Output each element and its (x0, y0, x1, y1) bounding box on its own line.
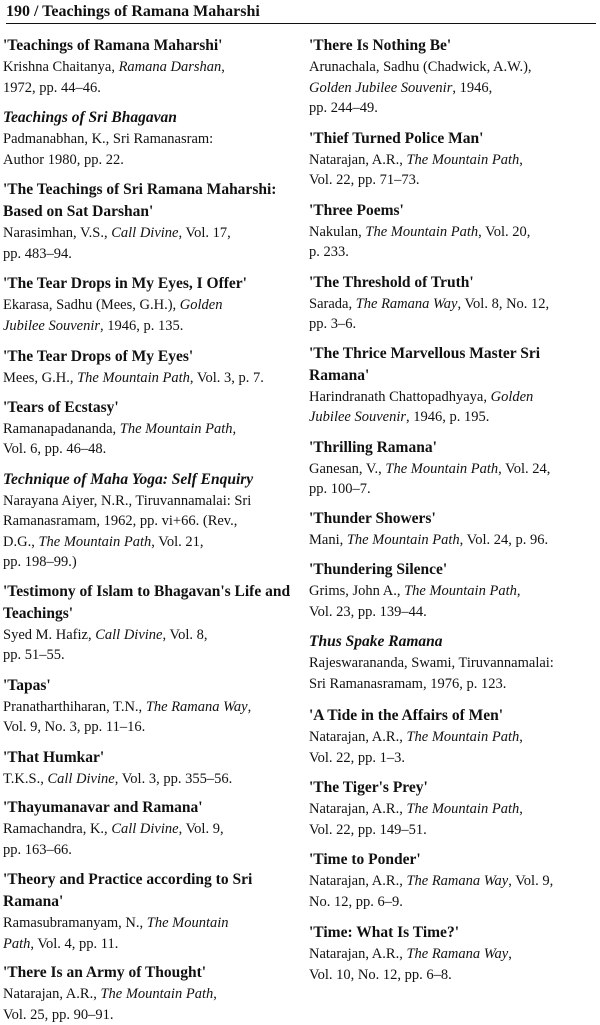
entry-citation (3, 625, 295, 666)
citation-text: , (213, 986, 217, 1002)
entry-title: Teachings of Sri Bhagavan (3, 107, 295, 129)
citation-text: Vol. 9, No. 3, pp. 11–16. (3, 719, 145, 735)
entry-title: 'Tears of Ecstasy' (3, 397, 295, 419)
citation-text: pp. 163–66. (3, 842, 72, 858)
entry-citation (309, 727, 600, 768)
citation-source: Golden (491, 389, 534, 405)
bibliography-entry (309, 559, 600, 622)
entry-title: 'The Tiger's Prey' (309, 777, 600, 799)
citation-source: The Mountain (147, 915, 229, 931)
citation-text: , Vol. 3, pp. 355–56. (115, 771, 233, 787)
citation-text: , 1946, p. 195. (406, 409, 489, 425)
citation-text: D.G., (3, 534, 38, 550)
citation-line (3, 419, 295, 440)
entry-citation (309, 799, 600, 840)
entry-citation (3, 295, 295, 336)
citation-text: Natarajan, A.R., (3, 986, 100, 1002)
bibliography-entry (309, 128, 600, 191)
citation-text: , Vol. 21, (151, 534, 203, 550)
citation-line (309, 530, 600, 551)
citation-text: , (508, 946, 512, 962)
citation-text: , (221, 59, 225, 75)
citation-line (309, 242, 600, 263)
citation-text: Pranatharthiharan, T.N., (3, 699, 146, 715)
bibliography-entry (309, 272, 600, 335)
citation-source: The Mountain Path (404, 583, 517, 599)
entry-title: 'Testimony of Islam to Bhagavan's Life and Teachings' (3, 581, 295, 625)
bibliography-entry (3, 675, 295, 738)
entry-citation (309, 150, 600, 191)
citation-line (3, 840, 295, 861)
citation-text: Ramanasramam, 1962, pp. vi+66. (Rev., (3, 513, 237, 529)
bibliography-entry (309, 922, 600, 985)
entry-title: 'The Tear Drops in My Eyes, I Offer' (3, 273, 295, 295)
entry-citation (309, 871, 600, 912)
bibliography-entry (309, 200, 600, 263)
citation-text: Vol. 23, pp. 139–44. (309, 604, 427, 620)
entry-citation (309, 222, 600, 263)
entry-citation (309, 581, 600, 622)
citation-line (309, 57, 600, 78)
citation-text: , 1946, (452, 80, 492, 96)
citation-line (309, 78, 600, 99)
entry-citation (309, 653, 600, 694)
citation-line (3, 1005, 295, 1025)
citation-source: Call Divine (111, 225, 178, 241)
entry-title: 'Time to Ponder' (309, 849, 600, 871)
citation-source: The Mountain Path (385, 461, 498, 477)
citation-text: , Vol. 9, (508, 873, 553, 889)
entry-citation (309, 294, 600, 335)
citation-text: , 1946, p. 135. (100, 318, 183, 334)
citation-text: Ramachandra, K., (3, 821, 111, 837)
bibliography-entry (309, 849, 600, 912)
entry-citation (309, 459, 600, 500)
bibliography-entry (3, 747, 295, 790)
citation-line (3, 625, 295, 646)
citation-source: The Mountain Path (38, 534, 151, 550)
citation-source: The Mountain Path (365, 224, 478, 240)
citation-line (309, 294, 600, 315)
citation-text: , (517, 583, 521, 599)
citation-text: Sri Ramanasramam, 1976, p. 123. (309, 676, 506, 692)
citation-text: , Vol. 24, p. 96. (460, 532, 549, 548)
citation-source: The Mountain Path (406, 152, 519, 168)
citation-line (309, 581, 600, 602)
citation-line (3, 769, 295, 790)
citation-text: Vol. 10, No. 12, pp. 6–8. (309, 967, 452, 983)
citation-text: Author 1980, pp. 22. (3, 152, 124, 168)
citation-text: Narasimhan, V.S., (3, 225, 111, 241)
bibliography-entry (3, 35, 295, 98)
citation-source: Call Divine (111, 821, 178, 837)
entry-title: 'Teachings of Ramana Maharshi' (3, 35, 295, 57)
citation-line (309, 98, 600, 119)
citation-text: Vol. 22, pp. 149–51. (309, 822, 427, 838)
citation-text: Nakulan, (309, 224, 365, 240)
citation-source: Jubilee Souvenir (3, 318, 100, 334)
citation-text: Natarajan, A.R., (309, 152, 406, 168)
header-rule (6, 23, 596, 24)
citation-text: pp. 483–94. (3, 246, 72, 262)
citation-text: Ramanapadananda, (3, 421, 120, 437)
citation-source: Call Divine (95, 627, 162, 643)
citation-text: Natarajan, A.R., (309, 946, 406, 962)
bibliography-entry (3, 581, 295, 666)
bibliography-entry (3, 397, 295, 460)
citation-text: , (519, 152, 523, 168)
citation-text: Harindranath Chattopadhyaya, (309, 389, 491, 405)
citation-text: pp. 3–6. (309, 316, 356, 332)
citation-text: , Vol. 24, (498, 461, 550, 477)
entry-title: 'The Teachings of Sri Ramana Maharshi: Based on Sat Darshan' (3, 179, 295, 223)
citation-text: Ganesan, V., (309, 461, 385, 477)
citation-source: The Mountain Path (347, 532, 460, 548)
citation-source: The Mountain Path (406, 729, 519, 745)
citation-text: Mani, (309, 532, 347, 548)
citation-text: Ekarasa, Sadhu (Mees, G.H.), (3, 297, 180, 313)
citation-text: Natarajan, A.R., (309, 873, 406, 889)
entry-citation (3, 368, 295, 389)
citation-source: The Ramana Way (406, 946, 508, 962)
entry-title: 'There Is an Army of Thought' (3, 962, 295, 984)
entry-citation (309, 944, 600, 985)
citation-source: The Mountain Path (120, 421, 233, 437)
citation-source: The Ramana Way (406, 873, 508, 889)
entry-title: 'The Tear Drops of My Eyes' (3, 346, 295, 368)
bibliography-entry (309, 631, 600, 694)
citation-text: pp. 51–55. (3, 647, 65, 663)
entry-title: Thus Spake Ramana (309, 631, 600, 653)
citation-text: pp. 100–7. (309, 481, 371, 497)
bibliography-entry (3, 179, 295, 264)
citation-source: Jubilee Souvenir (309, 409, 406, 425)
entry-title: 'Tapas' (3, 675, 295, 697)
citation-text: , Vol. 9, (179, 821, 224, 837)
bibliography-entry (3, 869, 295, 954)
citation-source: The Ramana Way (146, 699, 248, 715)
running-header (6, 2, 594, 24)
entry-citation (309, 57, 600, 119)
citation-text: Padmanabhan, K., Sri Ramanasram: (3, 131, 213, 147)
citation-line (309, 150, 600, 171)
citation-line (3, 934, 295, 955)
citation-text: , Vol. 8, (162, 627, 207, 643)
citation-line (309, 820, 600, 841)
citation-text: 1972, pp. 44–46. (3, 80, 101, 96)
entry-citation (3, 913, 295, 954)
citation-line (3, 697, 295, 718)
citation-source: The Mountain Path (100, 986, 213, 1002)
citation-source: Golden (180, 297, 223, 313)
entry-title: 'The Threshold of Truth' (309, 272, 600, 294)
entry-title: 'Three Poems' (309, 200, 600, 222)
citation-text: Grims, John A., (309, 583, 404, 599)
citation-line (3, 57, 295, 78)
citation-text: , Vol. 20, (478, 224, 530, 240)
entry-title: 'Time: What Is Time?' (309, 922, 600, 944)
citation-line (309, 965, 600, 986)
citation-line (3, 439, 295, 460)
citation-text: Krishna Chaitanya, (3, 59, 119, 75)
entry-title: 'Theory and Practice according to Sri Ramana' (3, 869, 295, 913)
citation-line (309, 479, 600, 500)
citation-line (3, 717, 295, 738)
entry-title: 'There Is Nothing Be' (309, 35, 600, 57)
citation-line (309, 170, 600, 191)
citation-line (309, 727, 600, 748)
citation-line (3, 645, 295, 666)
citation-line (309, 799, 600, 820)
citation-text: Natarajan, A.R., (309, 801, 406, 817)
citation-source: The Mountain Path (77, 370, 190, 386)
page-number: 190 (6, 3, 30, 20)
entry-citation (3, 697, 295, 738)
citation-source: Path (3, 936, 30, 952)
bibliography-entry (309, 705, 600, 768)
citation-text: Rajeswarananda, Swami, Tiruvannamalai: (309, 655, 554, 671)
citation-line (309, 748, 600, 769)
citation-text: Sarada, (309, 296, 356, 312)
entry-title: 'Thunder Showers' (309, 508, 600, 530)
bibliography-entry (309, 35, 600, 119)
citation-line (3, 244, 295, 265)
citation-line (309, 407, 600, 428)
citation-source: Golden Jubilee Souvenir (309, 80, 452, 96)
right-column (309, 35, 600, 985)
citation-text: Vol. 6, pp. 46–48. (3, 441, 106, 457)
citation-text: , Vol. 3, p. 7. (190, 370, 264, 386)
entry-citation (3, 984, 295, 1025)
citation-line (3, 223, 295, 244)
citation-text: Arunachala, Sadhu (Chadwick, A.W.), (309, 59, 532, 75)
citation-line (3, 78, 295, 99)
citation-text: , (248, 699, 252, 715)
citation-line (3, 984, 295, 1005)
citation-text: Vol. 22, pp. 71–73. (309, 172, 420, 188)
citation-line (309, 944, 600, 965)
citation-text: Ramasubramanyam, N., (3, 915, 147, 931)
bibliography-entry (3, 273, 295, 336)
entry-citation (309, 387, 600, 428)
entry-title: Technique of Maha Yoga: Self Enquiry (3, 469, 295, 491)
bibliography-entry (309, 508, 600, 551)
bibliography-entry (309, 437, 600, 500)
citation-line (309, 459, 600, 480)
citation-text: , (519, 801, 523, 817)
bibliography-entry (3, 346, 295, 389)
citation-source: Call Divine (47, 771, 114, 787)
citation-line (309, 674, 600, 695)
citation-line (3, 819, 295, 840)
citation-line (3, 491, 295, 512)
citation-line (309, 387, 600, 408)
entry-citation (3, 419, 295, 460)
citation-text: Vol. 25, pp. 90–91. (3, 1007, 114, 1023)
citation-line (309, 314, 600, 335)
entry-citation (3, 57, 295, 98)
citation-source: The Mountain Path (406, 801, 519, 817)
citation-text: T.K.S., (3, 771, 47, 787)
citation-line (3, 913, 295, 934)
citation-line (3, 150, 295, 171)
citation-text: , (233, 421, 237, 437)
entry-title: 'Thundering Silence' (309, 559, 600, 581)
citation-line (3, 295, 295, 316)
entry-citation (3, 769, 295, 790)
citation-text: Natarajan, A.R., (309, 729, 406, 745)
citation-text: , (519, 729, 523, 745)
left-column (3, 35, 295, 1025)
header-separator: / (34, 3, 38, 20)
book-title: Teachings of Ramana Maharshi (42, 3, 260, 20)
citation-text: pp. 244–49. (309, 100, 378, 116)
citation-text: No. 12, pp. 6–9. (309, 894, 403, 910)
citation-text: pp. 198–99.) (3, 554, 77, 570)
citation-text: , Vol. 4, pp. 11. (30, 936, 118, 952)
entry-title: 'Thrilling Ramana' (309, 437, 600, 459)
bibliography-entry (3, 469, 295, 573)
entry-title: 'The Thrice Marvellous Master Sri Ramana' (309, 343, 600, 387)
entry-citation (3, 491, 295, 573)
citation-line (309, 222, 600, 243)
citation-line (3, 129, 295, 150)
entry-title: 'A Tide in the Affairs of Men' (309, 705, 600, 727)
bibliography-entry (3, 797, 295, 860)
citation-text: , Vol. 8, No. 12, (457, 296, 549, 312)
bibliography-entry (309, 777, 600, 840)
citation-line (309, 871, 600, 892)
entry-citation (3, 223, 295, 264)
citation-line (3, 532, 295, 553)
citation-line (3, 552, 295, 573)
entry-title: 'Thief Turned Police Man' (309, 128, 600, 150)
citation-text: Narayana Aiyer, N.R., Tiruvannamalai: Sri (3, 493, 251, 509)
citation-line (3, 368, 295, 389)
citation-line (309, 602, 600, 623)
citation-line (3, 316, 295, 337)
citation-text: p. 233. (309, 244, 349, 260)
citation-source: The Ramana Way (356, 296, 458, 312)
entry-citation (3, 819, 295, 860)
citation-text: Vol. 22, pp. 1–3. (309, 750, 405, 766)
entry-citation (3, 129, 295, 170)
citation-line (309, 653, 600, 674)
entry-title: 'That Humkar' (3, 747, 295, 769)
citation-line (309, 892, 600, 913)
citation-text: Syed M. Hafiz, (3, 627, 95, 643)
entry-citation (309, 530, 600, 551)
bibliography-entry (309, 343, 600, 428)
entry-title: 'Thayumanavar and Ramana' (3, 797, 295, 819)
bibliography-entry (3, 107, 295, 170)
citation-text: Mees, G.H., (3, 370, 77, 386)
bibliography-entry (3, 962, 295, 1025)
citation-text: , Vol. 17, (178, 225, 230, 241)
citation-source: Ramana Darshan (119, 59, 222, 75)
citation-line (3, 511, 295, 532)
